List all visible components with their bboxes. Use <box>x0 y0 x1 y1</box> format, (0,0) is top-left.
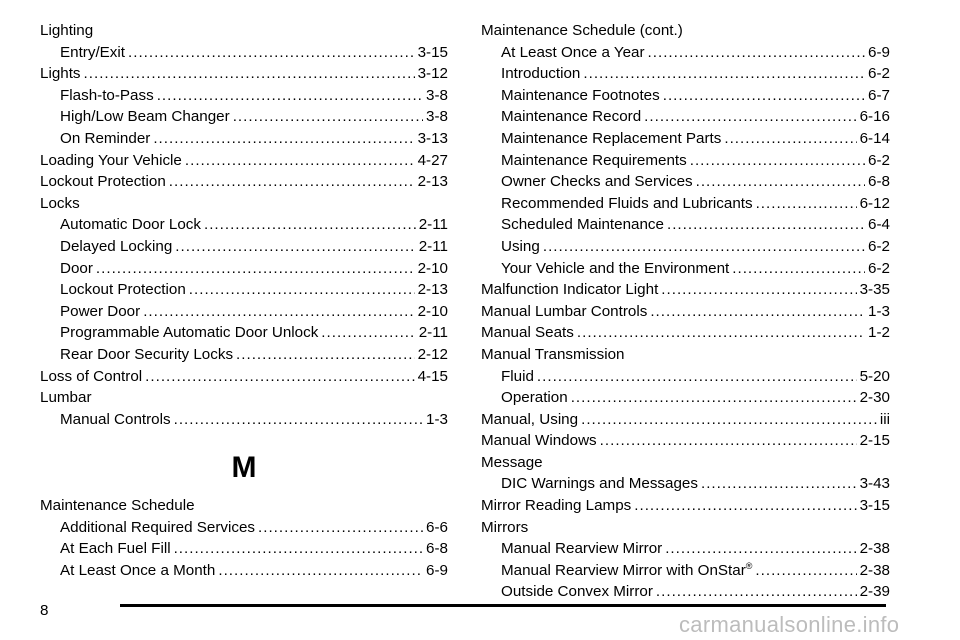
entry-label <box>501 171 693 193</box>
index-entry-mirror-reading-lamps <box>481 495 890 517</box>
entry-label-text: At Least Once a Month <box>60 562 216 580</box>
entry-page-ref: 5-20 <box>859 367 890 385</box>
index-entry-loading-your-vehicle <box>40 150 448 172</box>
entry-label <box>501 193 753 215</box>
entry-label <box>501 581 653 603</box>
index-entry-programmable-automatic-door-unlock <box>40 322 448 344</box>
index-heading-maintenance-schedule: Maintenance Schedule <box>40 497 195 515</box>
entry-label <box>60 258 93 280</box>
dot-leader <box>96 258 415 280</box>
entry-label-text: Delayed Locking <box>60 237 173 255</box>
dot-leader <box>84 63 415 85</box>
index-entry-dic-warnings-and-messages <box>481 473 890 495</box>
entry-page-ref: 2-12 <box>417 345 448 363</box>
index-entry-door <box>40 258 448 280</box>
entry-label <box>40 366 142 388</box>
entry-page-ref: 6-8 <box>868 173 890 191</box>
entry-label-text: Manual Windows <box>481 432 597 450</box>
entry-label <box>60 538 171 560</box>
entry-page-ref: 6-2 <box>868 151 890 169</box>
entry-label-text: Maintenance Replacement Parts <box>501 129 722 147</box>
dot-leader <box>577 322 865 344</box>
index-entry-automatic-door-lock <box>40 214 448 236</box>
entry-label <box>481 409 578 431</box>
index-heading-lumbar: Lumbar <box>40 389 92 407</box>
entry-label <box>501 366 534 388</box>
dot-leader <box>634 495 856 517</box>
dot-leader <box>581 409 877 431</box>
entry-page-ref: 2-15 <box>859 432 890 450</box>
entry-label <box>501 538 662 560</box>
dot-leader <box>724 128 856 150</box>
dot-leader <box>128 42 415 64</box>
index-heading-lighting: Lighting <box>40 22 94 39</box>
entry-label <box>481 322 574 344</box>
dot-leader <box>656 581 857 603</box>
entry-page-ref: 1-2 <box>868 324 890 342</box>
entry-page-ref: 2-13 <box>417 281 448 299</box>
dot-leader <box>143 301 414 323</box>
entry-label <box>60 214 201 236</box>
index-column-right <box>481 20 890 603</box>
entry-label-text: Manual Rearview Mirror with OnStar <box>501 561 746 579</box>
entry-page-ref: 6-9 <box>426 562 448 580</box>
entry-label <box>40 63 81 85</box>
entry-label-text: DIC Warnings and Messages <box>501 475 698 493</box>
index-entry-recommended-fluids-and-lubricants <box>481 193 890 215</box>
dot-leader <box>755 560 856 582</box>
watermark: carmanualsonline.info <box>679 612 900 637</box>
dot-leader <box>543 236 865 258</box>
dot-leader <box>321 322 415 344</box>
entry-label-text: Door <box>60 259 93 277</box>
entry-label-text: Introduction <box>501 65 581 83</box>
dot-leader <box>732 258 865 280</box>
entry-label-text: Manual, Using <box>481 410 579 428</box>
entry-label-text: Using <box>501 237 540 255</box>
entry-page-ref: 6-8 <box>426 540 448 558</box>
entry-label <box>501 258 729 280</box>
entry-label <box>501 106 641 128</box>
entry-page-ref: 6-2 <box>868 237 890 255</box>
entry-page-ref: 2-13 <box>417 173 448 191</box>
entry-page-ref: 3-35 <box>859 281 890 299</box>
dot-leader <box>169 171 415 193</box>
index-entry-lockout-protection <box>40 171 448 193</box>
entry-label <box>481 279 658 301</box>
entry-label-text: Loading Your Vehicle <box>40 151 182 169</box>
entry-label <box>501 387 568 409</box>
entry-page-ref: 3-15 <box>859 497 890 515</box>
index-entry-maintenance-requirements <box>481 150 890 172</box>
index-entry-at-least-once-a-year <box>481 42 890 64</box>
index-entry-lockout-protection <box>40 279 448 301</box>
index-entry-manual-seats <box>481 322 890 344</box>
dot-leader <box>648 42 866 64</box>
entry-label-text: On Reminder <box>60 129 151 147</box>
index-entry-loss-of-control <box>40 366 448 388</box>
dot-leader <box>583 63 865 85</box>
entry-label-text: At Each Fuel Fill <box>60 540 171 558</box>
entry-page-ref: 2-11 <box>418 324 448 342</box>
index-entry-maintenance-footnotes <box>481 85 890 107</box>
entry-label-text: Programmable Automatic Door Unlock <box>60 324 319 342</box>
index-entry-owner-checks-and-services <box>481 171 890 193</box>
index-entry-operation <box>481 387 890 409</box>
entry-page-ref: 1-3 <box>868 302 890 320</box>
entry-label-text: Fluid <box>501 367 534 385</box>
dot-leader <box>667 214 865 236</box>
dot-leader <box>218 560 423 582</box>
dot-leader <box>157 85 423 107</box>
entry-label <box>481 301 647 323</box>
index-heading-mirrors: Mirrors <box>481 518 529 536</box>
dot-leader <box>189 279 415 301</box>
entry-label <box>60 560 215 582</box>
index-entry-malfunction-indicator-light <box>481 279 890 301</box>
entry-page-ref: 2-38 <box>859 540 890 558</box>
entry-label <box>501 560 752 582</box>
entry-label-text: At Least Once a Year <box>501 43 645 61</box>
index-entry-at-least-once-a-month <box>40 560 448 582</box>
page-number: 8 <box>40 602 49 619</box>
entry-label <box>481 495 631 517</box>
entry-label-text: Owner Checks and Services <box>501 173 693 191</box>
index-entry-power-door <box>40 301 448 323</box>
entry-label-text: Flash-to-Pass <box>60 86 154 104</box>
dot-leader <box>153 128 414 150</box>
entry-label <box>501 128 721 150</box>
entry-label <box>501 214 664 236</box>
dot-leader <box>185 150 415 172</box>
entry-page-ref: 3-43 <box>859 475 890 493</box>
entry-label <box>501 42 645 64</box>
index-entry-introduction <box>481 63 890 85</box>
index-entry-manual-rearview-mirror <box>481 538 890 560</box>
entry-label <box>501 150 687 172</box>
index-entry-maintenance-replacement-parts <box>481 128 890 150</box>
entry-label-text: Rear Door Security Locks <box>60 345 234 363</box>
entry-label-text: Maintenance Record <box>501 108 642 126</box>
entry-label <box>60 517 255 539</box>
index-heading-manual-transmission: Manual Transmission <box>481 345 625 363</box>
index-entry-entry-exit <box>40 42 448 64</box>
dot-leader <box>204 214 416 236</box>
entry-label <box>501 473 698 495</box>
dot-leader <box>175 236 415 258</box>
entry-label-text: Recommended Fluids and Lubricants <box>501 194 753 212</box>
entry-page-ref: 2-38 <box>859 561 890 579</box>
entry-label-text: Maintenance Requirements <box>501 151 687 169</box>
entry-page-ref: 6-9 <box>868 43 890 61</box>
index-entry-fluid <box>481 366 890 388</box>
dot-leader <box>600 430 857 452</box>
index-entry-manual-rearview-mirror-with-onstar <box>481 560 890 582</box>
entry-page-ref: 4-15 <box>417 367 448 385</box>
index-entry-maintenance-record <box>481 106 890 128</box>
entry-page-ref: 4-27 <box>417 151 448 169</box>
entry-label <box>60 236 172 258</box>
index-entry-delayed-locking <box>40 236 448 258</box>
entry-label-text: Maintenance Footnotes <box>501 86 660 104</box>
dot-leader <box>701 473 857 495</box>
entry-page-ref: 3-8 <box>426 108 448 126</box>
index-entry-additional-required-services <box>40 517 448 539</box>
index-entry-your-vehicle-and-the-environment <box>481 258 890 280</box>
entry-page-ref: 6-2 <box>868 259 890 277</box>
dot-leader <box>644 106 856 128</box>
entry-label <box>60 301 140 323</box>
entry-label-text: Your Vehicle and the Environment <box>501 259 730 277</box>
registered-mark: ® <box>745 560 753 571</box>
index-entry-flash-to-pass <box>40 85 448 107</box>
entry-page-ref: 2-10 <box>417 302 448 320</box>
dot-leader <box>690 150 865 172</box>
index-entry-at-each-fuel-fill <box>40 538 448 560</box>
dot-leader <box>174 538 423 560</box>
entry-label-text: Mirror Reading Lamps <box>481 497 632 515</box>
entry-page-ref: 6-2 <box>868 65 890 83</box>
dot-leader <box>650 301 865 323</box>
index-entry-lights <box>40 63 448 85</box>
entry-label <box>60 409 171 431</box>
entry-label-text: Operation <box>501 389 568 407</box>
entry-page-ref: 6-12 <box>859 194 890 212</box>
section-letter: M <box>231 451 257 485</box>
entry-label <box>60 85 154 107</box>
entry-page-ref: 3-13 <box>417 129 448 147</box>
entry-label-text: Loss of Control <box>40 367 143 385</box>
entry-label <box>501 63 580 85</box>
dot-leader <box>537 366 857 388</box>
dot-leader <box>663 85 865 107</box>
dot-leader <box>756 193 857 215</box>
entry-page-ref: 3-8 <box>426 86 448 104</box>
index-entry-on-reminder <box>40 128 448 150</box>
entry-page-ref: 3-15 <box>417 43 448 61</box>
entry-page-ref: iii <box>879 410 890 428</box>
entry-page-ref: 2-10 <box>417 259 448 277</box>
entry-label <box>60 322 318 344</box>
entry-label <box>60 128 150 150</box>
entry-page-ref: 6-4 <box>868 216 890 234</box>
dot-leader <box>174 409 423 431</box>
entry-label <box>40 150 182 172</box>
entry-page-ref: 3-12 <box>417 65 448 83</box>
entry-label-text: Outside Convex Mirror <box>501 583 653 601</box>
index-heading-maintenance-schedule-cont: Maintenance Schedule (cont.) <box>481 22 683 39</box>
entry-label-text: Entry/Exit <box>60 43 125 61</box>
index-entry-rear-door-security-locks <box>40 344 448 366</box>
index-heading-message: Message <box>481 453 543 471</box>
entry-label-text: Manual Seats <box>481 324 574 342</box>
entry-page-ref: 6-14 <box>859 129 890 147</box>
dot-leader <box>233 106 423 128</box>
entry-label-text: Power Door <box>60 302 141 320</box>
index-entry-high-low-beam-changer <box>40 106 448 128</box>
entry-label-text: Manual Rearview Mirror <box>501 540 663 558</box>
index-entry-manual-controls <box>40 409 448 431</box>
entry-page-ref: 2-11 <box>418 216 448 234</box>
entry-page-ref: 6-6 <box>426 518 448 536</box>
entry-label-text: Manual Lumbar Controls <box>481 302 648 320</box>
entry-page-ref: 2-30 <box>859 389 890 407</box>
entry-page-ref: 2-39 <box>859 583 890 601</box>
index-column-left <box>40 20 448 582</box>
dot-leader <box>258 517 423 539</box>
entry-page-ref: 2-11 <box>418 237 448 255</box>
entry-label <box>40 171 166 193</box>
index-entry-scheduled-maintenance <box>481 214 890 236</box>
dot-leader <box>571 387 857 409</box>
entry-label-text: Lockout Protection <box>40 173 166 191</box>
entry-label-text: Lockout Protection <box>60 281 186 299</box>
entry-label-text: Manual Controls <box>60 410 171 428</box>
index-entry-manual-windows <box>481 430 890 452</box>
entry-label <box>501 236 540 258</box>
entry-label <box>60 42 125 64</box>
entry-label <box>60 106 230 128</box>
entry-label-text: Lights <box>40 65 81 83</box>
entry-label <box>60 344 233 366</box>
dot-leader <box>696 171 865 193</box>
dot-leader <box>661 279 856 301</box>
entry-label-text: Automatic Door Lock <box>60 216 201 234</box>
entry-page-ref: 6-16 <box>859 108 890 126</box>
entry-label <box>481 430 597 452</box>
entry-label-text: Malfunction Indicator Light <box>481 281 659 299</box>
entry-page-ref: 6-7 <box>868 86 890 104</box>
index-entry-using <box>481 236 890 258</box>
entry-label <box>60 279 186 301</box>
index-entry-outside-convex-mirror <box>481 581 890 603</box>
index-entry-manual-using <box>481 409 890 431</box>
entry-label-text: High/Low Beam Changer <box>60 108 230 126</box>
dot-leader <box>665 538 856 560</box>
entry-label <box>501 85 660 107</box>
index-heading-locks: Locks <box>40 194 80 212</box>
index-entry-manual-lumbar-controls <box>481 301 890 323</box>
entry-page-ref: 1-3 <box>426 410 448 428</box>
entry-label-text: Additional Required Services <box>60 518 256 536</box>
entry-label-text: Scheduled Maintenance <box>501 216 664 234</box>
dot-leader <box>145 366 414 388</box>
footer-rule <box>120 604 886 607</box>
dot-leader <box>236 344 415 366</box>
